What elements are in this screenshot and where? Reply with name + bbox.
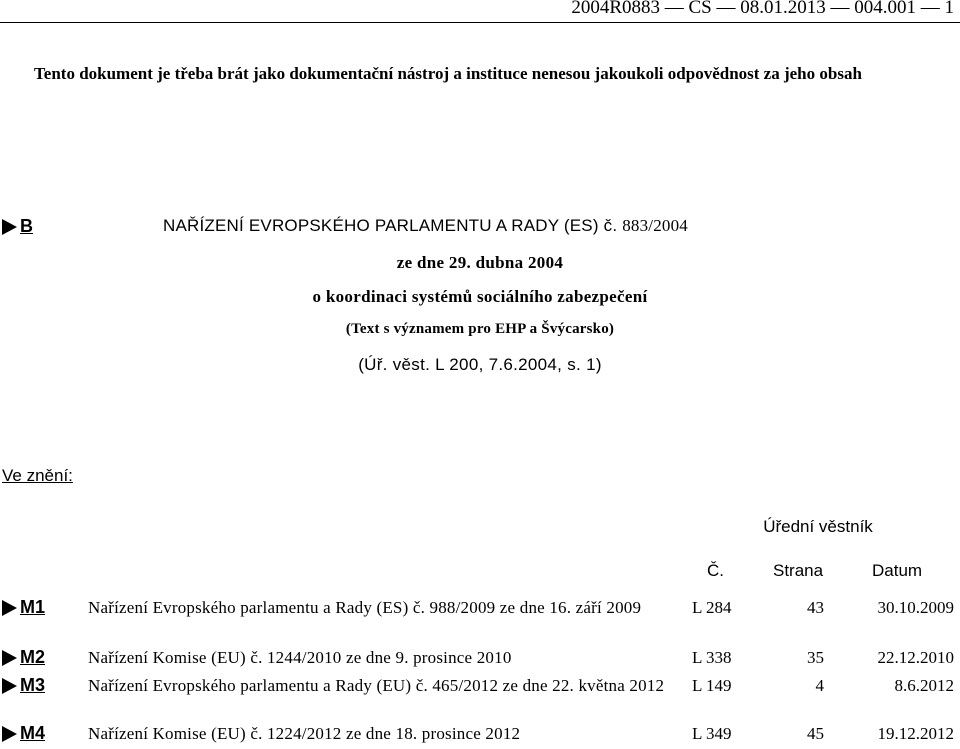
amendment-text: Nařízení Evropského parlamentu a Rady (EU) č. 465/2012 ze dne 22. května 2012 <box>88 676 665 695</box>
oj-date: 8.6.2012 <box>894 676 954 695</box>
act-title <box>163 216 797 236</box>
col-header-page: Strana <box>773 561 824 580</box>
document-reference: 2004R0883 — CS — 08.01.2013 — 004.001 — 1 <box>571 0 954 18</box>
marker-code[interactable]: M1 <box>20 597 46 617</box>
main-act-marker[interactable] <box>2 216 33 237</box>
act-title-number: 883/2004 <box>622 216 689 235</box>
amendment-marker[interactable] <box>2 675 45 696</box>
amendment-text: Nařízení Evropského parlamentu a Rady (ES) č. 988/2009 ze dne 16. září 2009 <box>88 598 642 617</box>
triangle-marker-icon <box>2 650 17 666</box>
amendment-row <box>0 723 960 747</box>
marker-code[interactable]: M3 <box>20 675 46 695</box>
act-subject: o koordinaci systémů sociálního zabezpečení <box>312 287 648 306</box>
act-oj-reference: (Úř. věst. L 200, 7.6.2004, s. 1) <box>358 355 602 374</box>
marker-code[interactable]: B <box>20 216 33 236</box>
col-header-number: Č. <box>707 561 724 580</box>
amendments-label: Ve znění: <box>2 466 73 485</box>
oj-date: 22.12.2010 <box>877 648 954 667</box>
amendment-marker[interactable] <box>2 647 45 668</box>
amendment-marker[interactable] <box>2 723 45 744</box>
col-header-date: Datum <box>872 561 923 580</box>
amendment-row <box>0 675 960 715</box>
act-eea-note: (Text s významem pro EHP a Švýcarsko) <box>345 321 615 337</box>
triangle-marker-icon <box>2 219 17 235</box>
oj-page: 45 <box>807 724 824 743</box>
oj-number: L 349 <box>692 724 732 743</box>
amendment-row <box>0 597 960 637</box>
oj-date: 30.10.2009 <box>877 598 954 617</box>
oj-number: L 284 <box>692 598 732 617</box>
triangle-marker-icon <box>2 600 17 616</box>
oj-number: L 338 <box>692 648 732 667</box>
amendment-text: Nařízení Komise (EU) č. 1244/2010 ze dne 9. prosince 2010 <box>88 648 512 667</box>
oj-number: L 149 <box>692 676 732 695</box>
marker-code[interactable]: M2 <box>20 647 46 667</box>
oj-page: 35 <box>807 648 824 667</box>
disclaimer-text: Tento dokument je třeba brát jako dokumentační nástroj a instituce nenesou jakoukoli odpovědnost za jeho obsah <box>34 64 862 83</box>
amendment-marker[interactable] <box>2 597 45 618</box>
amendment-text: Nařízení Komise (EU) č. 1224/2012 ze dne 18. prosince 2012 <box>88 724 521 743</box>
triangle-marker-icon <box>2 678 17 694</box>
document-header <box>0 0 960 23</box>
oj-column-header: Úřední věstník <box>763 517 873 536</box>
marker-code[interactable]: M4 <box>20 723 46 743</box>
oj-date: 19.12.2012 <box>877 724 954 743</box>
act-title-prefix: NAŘÍZENÍ EVROPSKÉHO PARLAMENTU A RADY (ES) č. <box>163 216 618 235</box>
act-date: ze dne 29. dubna 2004 <box>396 253 564 272</box>
oj-page: 43 <box>807 598 824 617</box>
oj-page: 4 <box>815 676 824 695</box>
triangle-marker-icon <box>2 726 17 742</box>
